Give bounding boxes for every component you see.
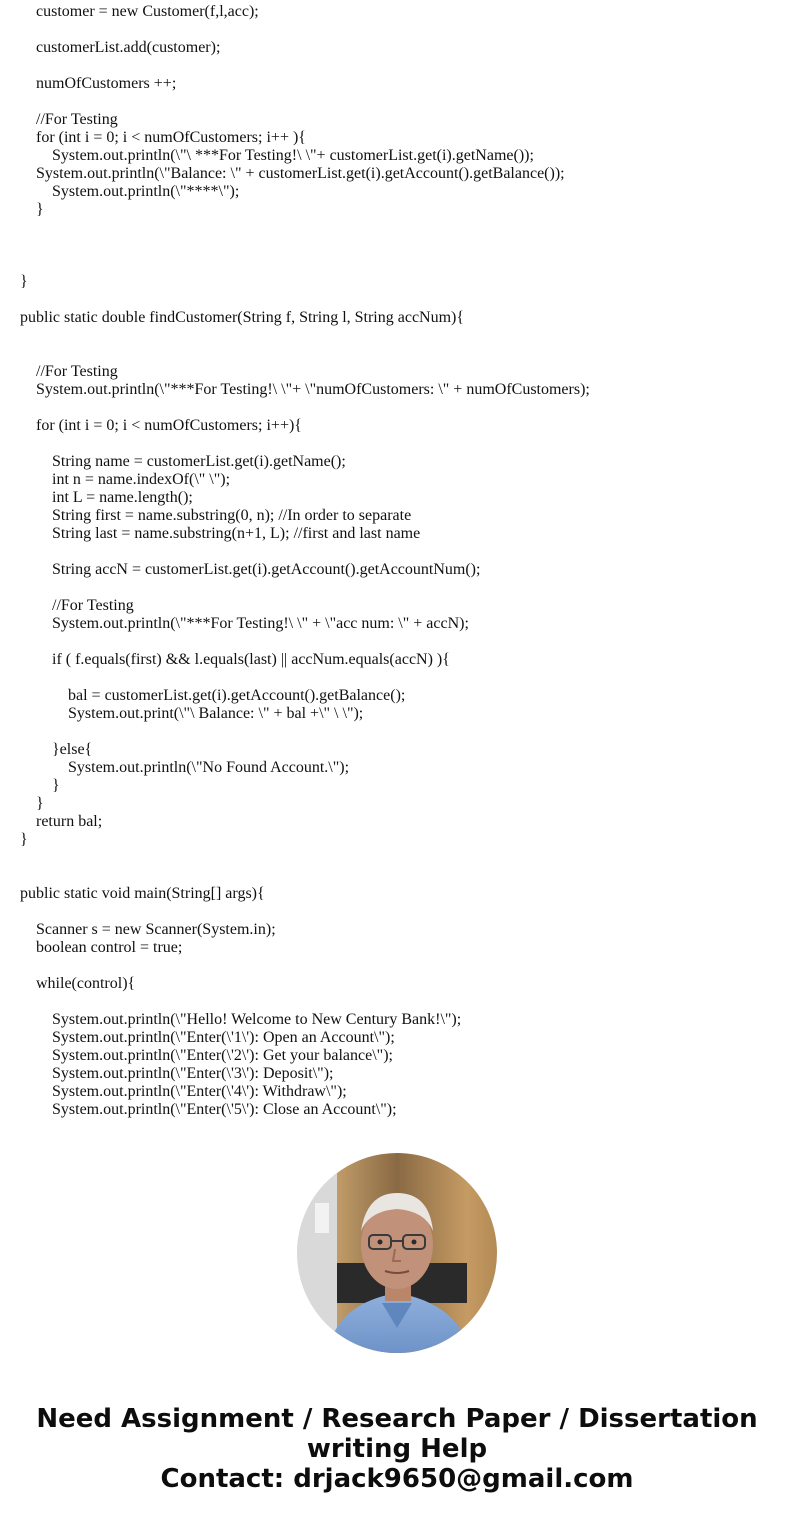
code-line [20, 237, 780, 255]
code-line: System.out.println(\"Hello! Welcome to New Century Bank!\"); [20, 1011, 462, 1028]
code-line: int n = name.indexOf(\" \"); [20, 471, 231, 488]
code-line [20, 579, 780, 597]
code-line [20, 327, 780, 345]
author-avatar [297, 1153, 497, 1353]
code-line: String accN = customerList.get(i).getAccount().getAccountNum(); [20, 561, 481, 578]
code-line [20, 291, 780, 309]
code-line [20, 57, 780, 75]
code-line: System.out.println(\"\ ***For Testing!\ \"+ customerList.get(i).getName()); [20, 147, 534, 164]
code-line: if ( f.equals(first) && l.equals(last) || accNum.equals(accN) ){ [20, 651, 450, 668]
code-line [20, 669, 780, 687]
code-line: }else{ [20, 741, 93, 758]
person-portrait-icon [297, 1153, 497, 1353]
code-line: System.out.println(\"Enter(\'2\'): Get your balance\"); [20, 1047, 393, 1064]
code-line [20, 435, 780, 453]
code-line: } [20, 273, 28, 290]
code-line: for (int i = 0; i < numOfCustomers; i++ ){ [20, 129, 306, 146]
code-line [20, 255, 780, 273]
code-line [20, 903, 780, 921]
code-line [20, 633, 780, 651]
code-line: public static double findCustomer(String f, String l, String accNum){ [20, 309, 465, 326]
promo-contact: Contact: drjack9650@gmail.com [160, 1464, 634, 1494]
code-line [20, 219, 780, 237]
code-line: String first = name.substring(0, n); //In order to separate [20, 507, 412, 524]
code-line: String last = name.substring(n+1, L); //first and last name [20, 525, 421, 542]
code-line: int L = name.length(); [20, 489, 193, 506]
code-line: String name = customerList.get(i).getName(); [20, 453, 346, 470]
code-line: System.out.println(\"Enter(\'4\'): Withdraw\"); [20, 1083, 347, 1100]
code-line: System.out.println(\"***For Testing!\ \" + \"acc num: \" + accN); [20, 615, 469, 632]
code-line: System.out.println(\"Enter(\'3\'): Deposit\"); [20, 1065, 334, 1082]
code-line: } [20, 831, 28, 848]
code-line: while(control){ [20, 975, 136, 992]
code-line [20, 543, 780, 561]
code-line: System.out.println(\"No Found Account.\"); [20, 759, 350, 776]
code-line: customerList.add(customer); [20, 39, 221, 56]
code-line [20, 723, 780, 741]
code-line: //For Testing [20, 363, 118, 380]
code-line: //For Testing [20, 597, 134, 614]
code-line: System.out.print(\"\ Balance: \" + bal +\" \ \"); [20, 705, 364, 722]
code-listing [20, 3, 780, 1119]
code-line [20, 399, 780, 417]
code-line: } [20, 795, 44, 812]
code-line: //For Testing [20, 111, 118, 128]
code-line: System.out.println(\"****\"); [20, 183, 240, 200]
code-line: } [20, 777, 60, 794]
code-line [20, 957, 780, 975]
code-line [20, 867, 780, 885]
code-line: bal = customerList.get(i).getAccount().getBalance(); [20, 687, 406, 704]
code-line [20, 345, 780, 363]
code-line [20, 93, 780, 111]
code-line: Scanner s = new Scanner(System.in); [20, 921, 276, 938]
code-line: numOfCustomers ++; [20, 75, 177, 92]
code-line: for (int i = 0; i < numOfCustomers; i++){ [20, 417, 302, 434]
code-line [20, 21, 780, 39]
code-line: return bal; [20, 813, 103, 830]
code-line: System.out.println(\"Enter(\'1\'): Open an Account\"); [20, 1029, 395, 1046]
code-line [20, 849, 780, 867]
code-line: customer = new Customer(f,l,acc); [20, 3, 259, 20]
code-line: } [20, 201, 44, 218]
code-line [20, 993, 780, 1011]
promo-banner [0, 1404, 794, 1494]
promo-line-2: writing Help [306, 1434, 488, 1464]
code-line: System.out.println(\"***For Testing!\ \"+ \"numOfCustomers: \" + numOfCustomers); [20, 381, 590, 398]
promo-line-1: Need Assignment / Research Paper / Dissertation [36, 1404, 758, 1434]
code-line: public static void main(String[] args){ [20, 885, 265, 902]
code-line: System.out.println(\"Balance: \" + customerList.get(i).getAccount().getBalance()); [20, 165, 565, 182]
code-line: System.out.println(\"Enter(\'5\'): Close an Account\"); [20, 1101, 397, 1118]
code-line: boolean control = true; [20, 939, 183, 956]
